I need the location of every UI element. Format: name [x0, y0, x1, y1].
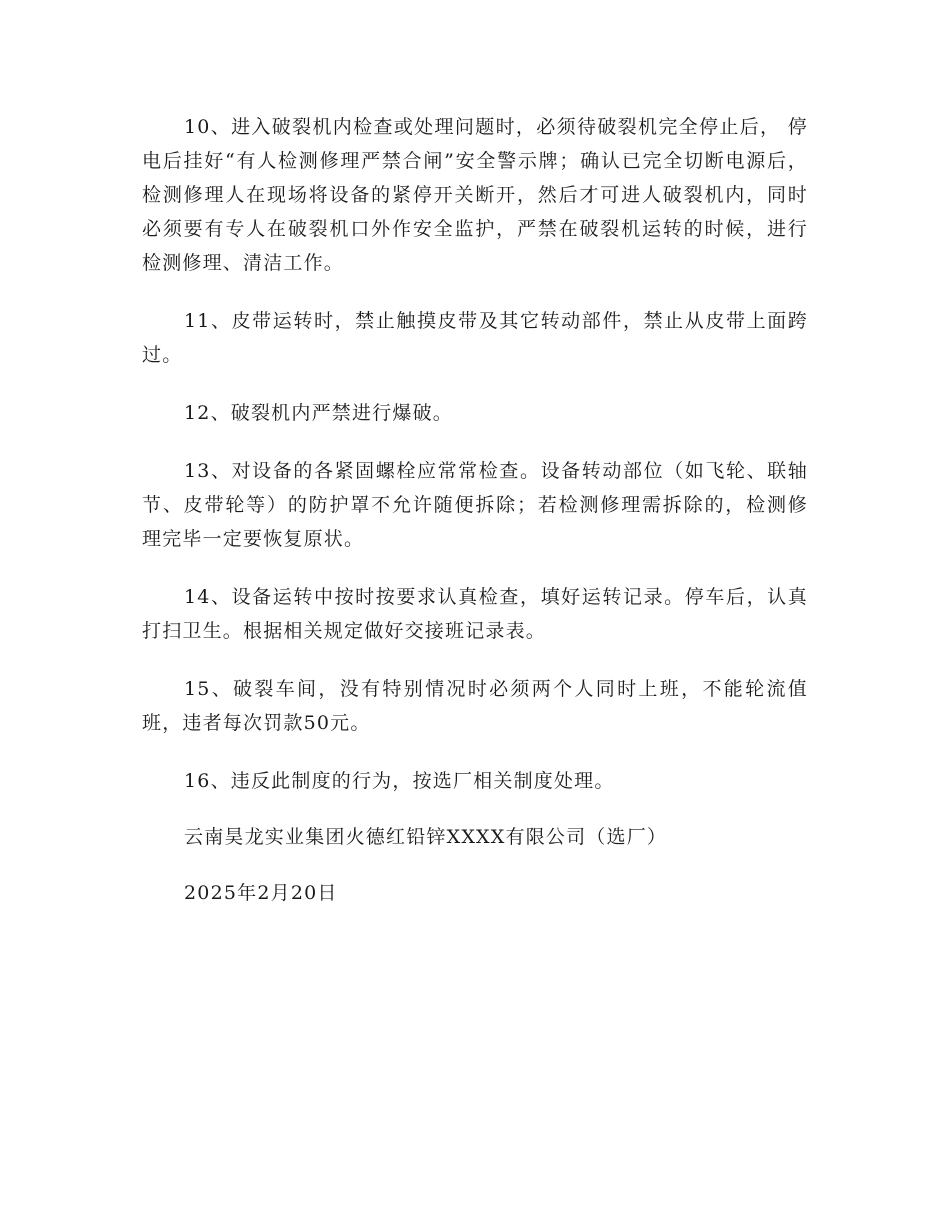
rule-paragraph-12: 12、破裂机内严禁进行爆破。	[184, 402, 453, 424]
rule-paragraph-16: 16、违反此制度的行为，按选厂相关制度处理。	[184, 770, 615, 792]
company-name: 云南昊龙实业集团火德红铅锌XXXX有限公司（选厂）	[184, 826, 668, 848]
rule-paragraph-10: 10、进入破裂机内检查或处理问题时，必须待破裂机完全停止后， 停电后挂好“有人检测修理严禁合闸”安全警示牌；确认已完全切断电源后，检测修理人在现场将设备的紧停开关断开，然后才可进人破裂机内，同时必须要有专人在破裂机口外作安全监护，严禁在破裂机运转的时候，进行检测修理、清洁工作。	[142, 116, 808, 274]
document-page	[142, 110, 808, 932]
rule-paragraph-15: 15、破裂车间，没有特别情况时必须两个人同时上班，不能轮流值班，违者每次罚款50元。	[142, 678, 808, 734]
rule-paragraph-11: 11、皮带运转时，禁止触摸皮带及其它转动部件，禁止从皮带上面跨过。	[142, 310, 808, 366]
rule-paragraph-14: 14、设备运转中按时按要求认真检查，填好运转记录。停车后，认真打扫卫生。根据相关规定做好交接班记录表。	[142, 586, 808, 642]
document-date: 2025年2月20日	[184, 882, 338, 904]
rule-paragraph-13: 13、对设备的各紧固螺栓应常常检查。设备转动部位（如飞轮、联轴节、皮带轮等）的防护罩不允许随便拆除；若检测修理需拆除的，检测修理完毕一定要恢复原状。	[142, 460, 808, 550]
